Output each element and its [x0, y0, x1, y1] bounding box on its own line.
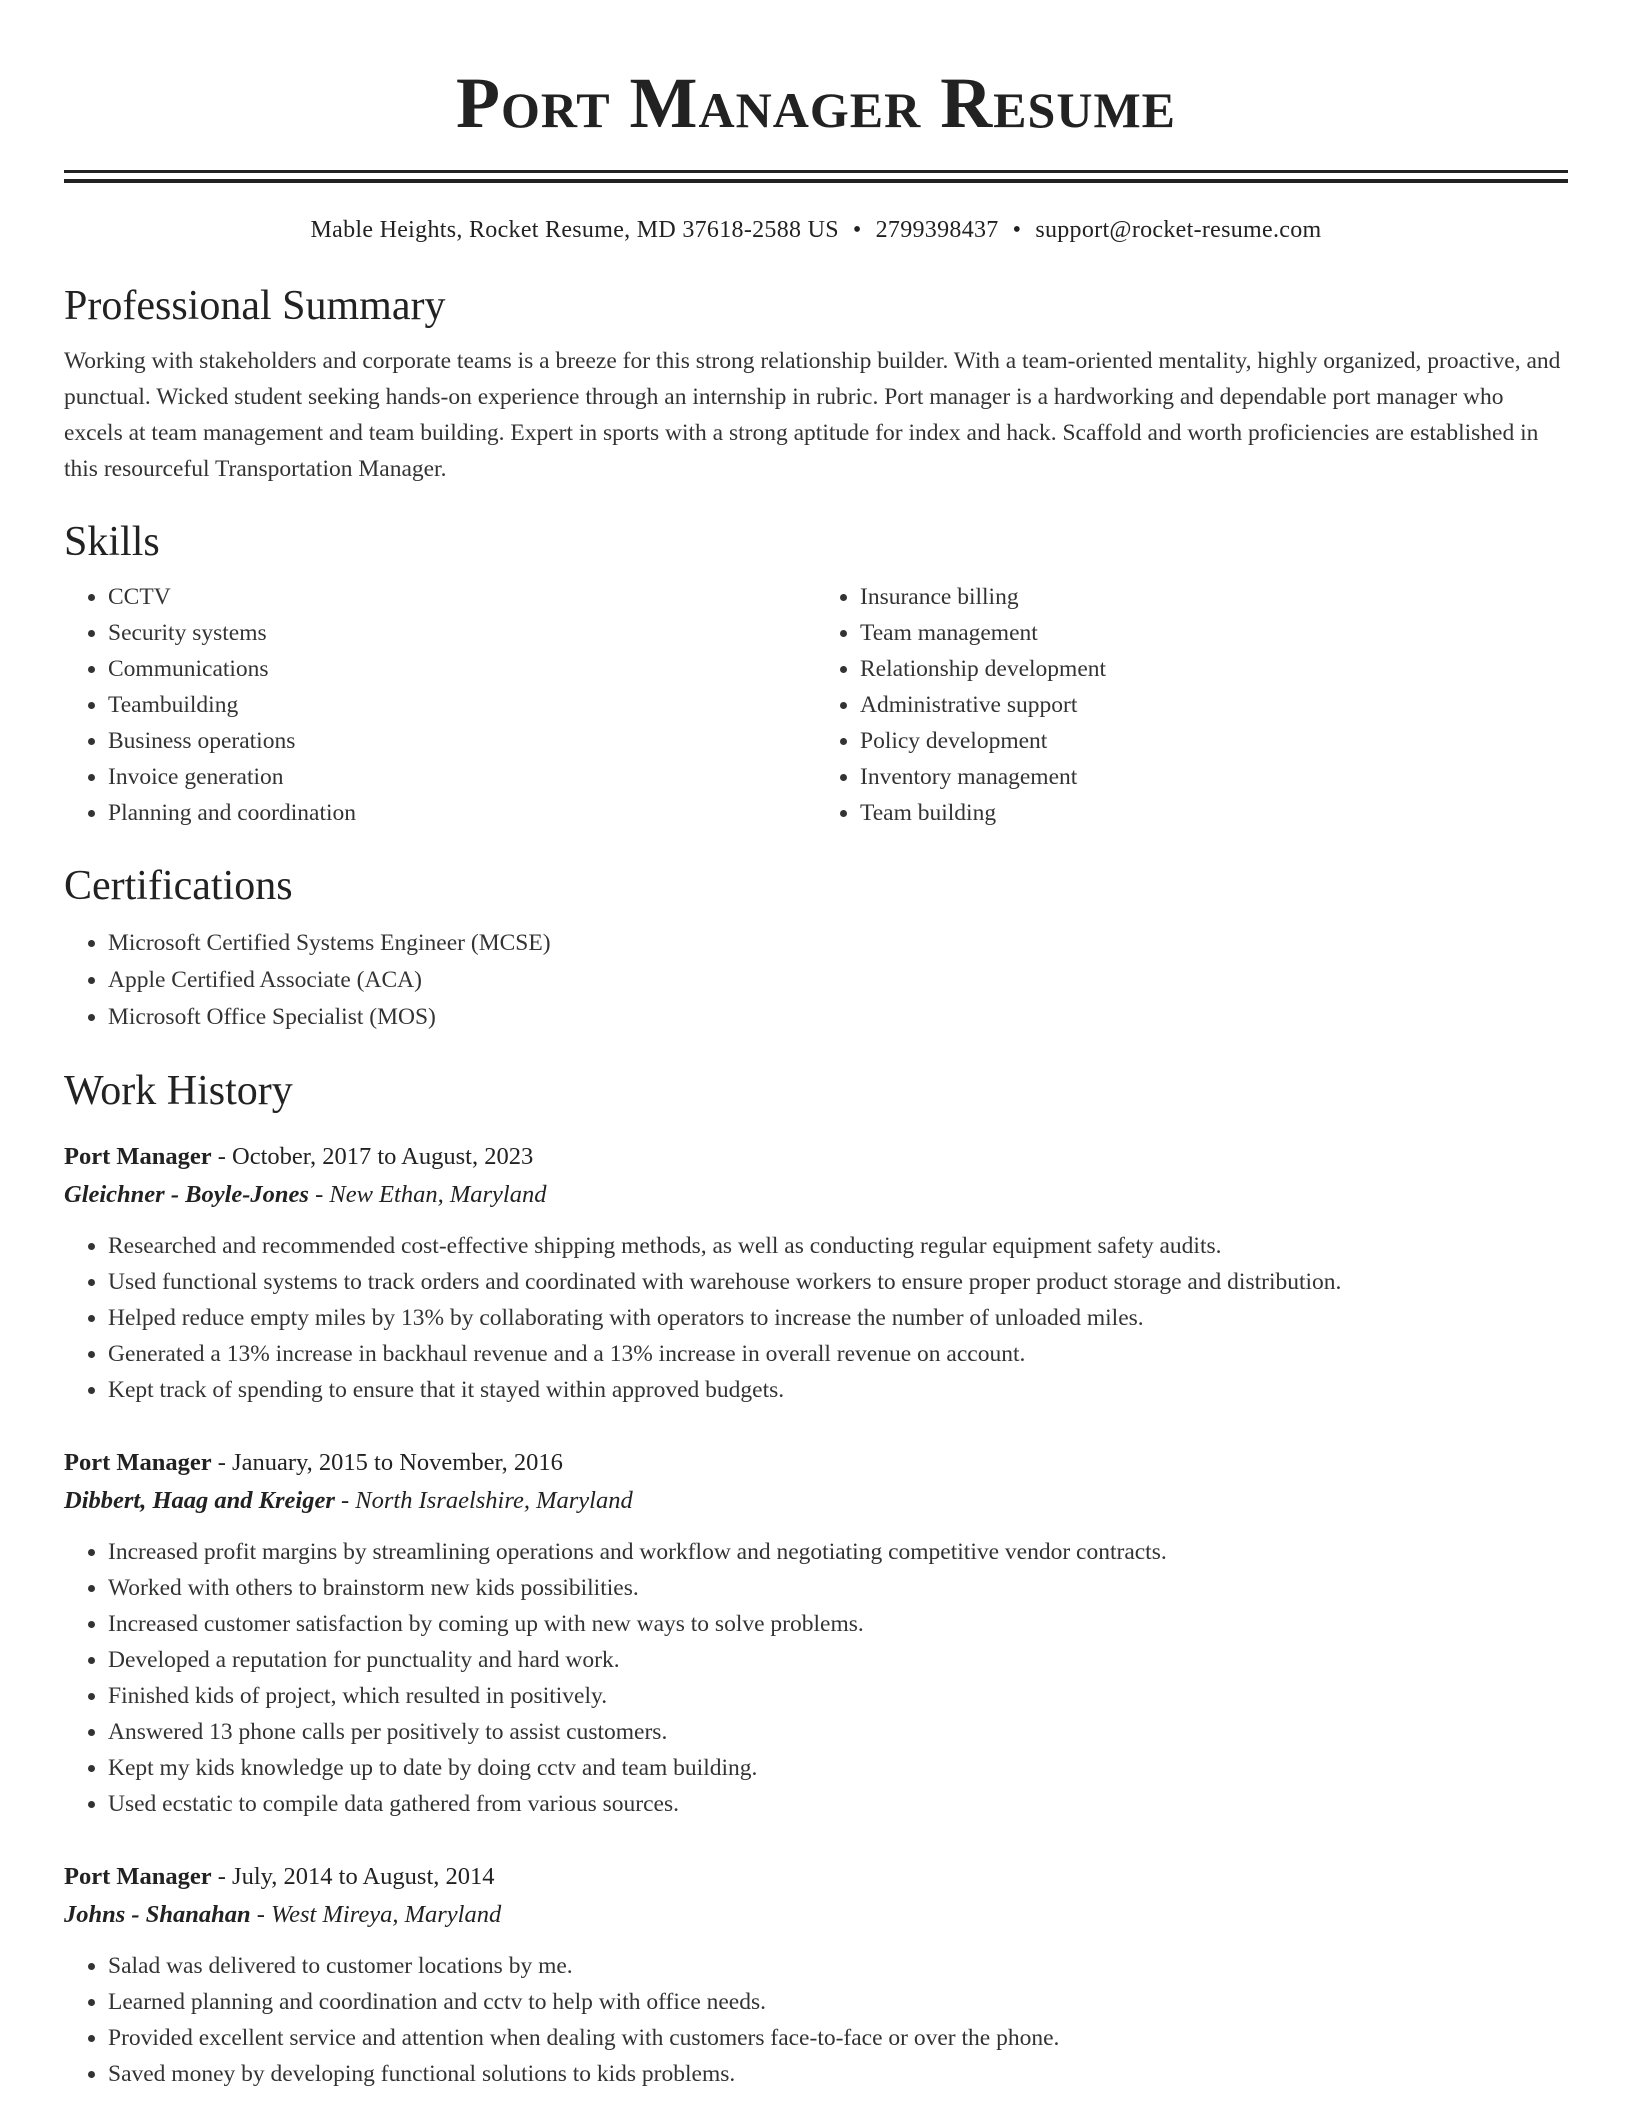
job-title: Port Manager: [64, 1143, 212, 1170]
contact-separator: •: [852, 217, 862, 243]
job-bullet: • Finished kids of project, which resulted in positively.: [108, 1678, 1568, 1714]
divider-line-thick: [64, 179, 1568, 183]
job-bullet: • Answered 13 phone calls per positively to assist customers.: [108, 1714, 1568, 1750]
job-company: Gleichner - Boyle-Jones: [64, 1181, 309, 1208]
contact-address: Mable Heights, Rocket Resume, MD 37618-2588 US: [310, 217, 839, 243]
skill-item: • CCTV: [108, 579, 816, 615]
skill-item: • Insurance billing: [860, 579, 1568, 615]
job-bullets: [64, 1534, 1568, 1822]
job-bullet: • Generated a 13% increase in backhaul revenue and a 13% increase in overall revenue on account.: [108, 1336, 1568, 1372]
certifications-heading: Certifications: [64, 863, 293, 909]
job-bullet: • Researched and recommended cost-effective shipping methods, as well as conducting regular equipment safety audits.: [108, 1228, 1568, 1264]
job-entry: [64, 1138, 1568, 1408]
skill-item: • Relationship development: [860, 651, 1568, 687]
job-dates: - October, 2017 to August, 2023: [211, 1143, 534, 1170]
skill-item: • Communications: [108, 651, 816, 687]
skills-heading: Skills: [64, 519, 160, 565]
job-location: - New Ethan, Maryland: [308, 1181, 547, 1208]
job-bullet: • Provided excellent service and attention when dealing with customers face-to-face or over the phone.: [108, 2020, 1568, 2056]
job-bullet: • Used functional systems to track orders and coordinated with warehouse workers to ensure proper product storage and distribution.: [108, 1264, 1568, 1300]
contact-info: [64, 213, 1568, 247]
job-company-line: [64, 1482, 1568, 1520]
summary-text: Working with stakeholders and corporate teams is a breeze for this strong relationship builder. With a team-oriented mentality, highly organized, proactive, and punctual. Wicked student seeking hands-on experience through an internship in rubric. Port manager is a hardworking and dependable port manager who excels at team management and team building. Expert in sports with a strong aptitude for index and hack. Scaffold and worth proficiencies are established in this resourceful Transportation Manager.: [64, 348, 1561, 482]
job-header: [64, 1138, 1568, 1176]
job-title: Port Manager: [64, 1863, 212, 1890]
skill-item: • Inventory management: [860, 759, 1568, 795]
job-bullet: • Helped reduce empty miles by 13% by collaborating with operators to increase the number of unloaded miles.: [108, 1300, 1568, 1336]
skill-item: • Business operations: [108, 723, 816, 759]
job-company: Dibbert, Haag and Kreiger: [64, 1487, 335, 1514]
job-title: Port Manager: [64, 1449, 212, 1476]
job-entry: [64, 1858, 1568, 2092]
job-bullets: [64, 1948, 1568, 2092]
skills-list-left: [64, 579, 816, 831]
work-history-heading: Work History: [64, 1068, 293, 1114]
job-location: - North Israelshire, Maryland: [334, 1487, 633, 1514]
job-company: Johns - Shanahan: [64, 1901, 251, 1928]
job-company-line: [64, 1896, 1568, 1934]
certification-item: • Microsoft Office Specialist (MOS): [108, 999, 1568, 1036]
skills-list-right: [816, 579, 1568, 831]
certifications-list: [64, 925, 1568, 1036]
job-bullet: • Developed a reputation for punctuality and hard work.: [108, 1642, 1568, 1678]
job-header: [64, 1858, 1568, 1896]
skill-item: • Administrative support: [860, 687, 1568, 723]
job-bullet: • Salad was delivered to customer locations by me.: [108, 1948, 1568, 1984]
skill-item: • Planning and coordination: [108, 795, 816, 831]
job-dates: - January, 2015 to November, 2016: [211, 1449, 563, 1476]
job-bullet: • Worked with others to brainstorm new kids possibilities.: [108, 1570, 1568, 1606]
page-title: Port Manager Resume: [455, 63, 1176, 143]
skill-item: • Security systems: [108, 615, 816, 651]
job-bullet: • Learned planning and coordination and cctv to help with office needs.: [108, 1984, 1568, 2020]
job-bullet: • Increased customer satisfaction by coming up with new ways to solve problems.: [108, 1606, 1568, 1642]
skills-columns: [64, 579, 1568, 831]
contact-separator: •: [1012, 217, 1022, 243]
contact-email: support@rocket-resume.com: [1035, 217, 1322, 243]
job-entry: [64, 1444, 1568, 1822]
skill-item: • Teambuilding: [108, 687, 816, 723]
job-bullet: • Kept track of spending to ensure that it stayed within approved budgets.: [108, 1372, 1568, 1408]
job-bullet: • Kept my kids knowledge up to date by doing cctv and team building.: [108, 1750, 1568, 1786]
job-bullets: [64, 1228, 1568, 1408]
skill-item: • Team building: [860, 795, 1568, 831]
job-bullet: • Increased profit margins by streamlining operations and workflow and negotiating competitive vendor contracts.: [108, 1534, 1568, 1570]
certification-item: • Apple Certified Associate (ACA): [108, 962, 1568, 999]
skill-item: • Invoice generation: [108, 759, 816, 795]
skill-item: • Policy development: [860, 723, 1568, 759]
job-header: [64, 1444, 1568, 1482]
skill-item: • Team management: [860, 615, 1568, 651]
job-bullet: • Used ecstatic to compile data gathered from various sources.: [108, 1786, 1568, 1822]
job-bullet: • Saved money by developing functional solutions to kids problems.: [108, 2056, 1568, 2092]
job-location: - West Mireya, Maryland: [250, 1901, 502, 1928]
job-dates: - July, 2014 to August, 2014: [211, 1863, 495, 1890]
divider-line-thin: [64, 170, 1568, 173]
job-company-line: [64, 1176, 1568, 1214]
title-divider: [64, 170, 1568, 183]
certification-item: • Microsoft Certified Systems Engineer (MCSE): [108, 925, 1568, 962]
contact-phone: 2799398437: [875, 217, 999, 243]
summary-heading: Professional Summary: [64, 283, 446, 329]
